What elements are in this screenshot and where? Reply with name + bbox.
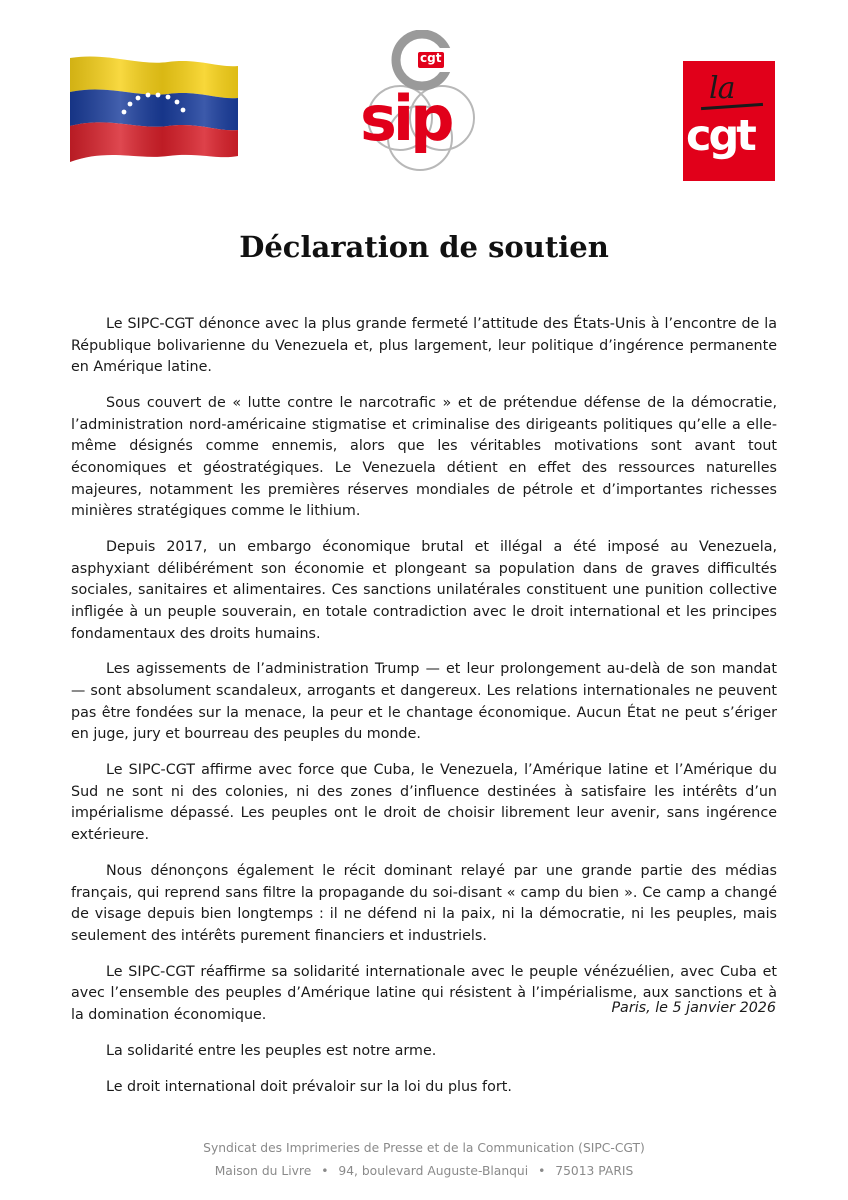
paragraph: Depuis 2017, un embargo économique brutal et illégal a été imposé au Venezuela, asphyxiant délibérément son économie et plongeant sa population dans de graves difficultés sociales, sanitaires et alimentaires. Ces sanctions unilatérales constituent une punition collective infligée à un peuple souverain, en totale contradiction avec le droit international et les principes fondamentaux des droits humains.	[71, 539, 777, 642]
cgt-logo-la-text: la	[709, 71, 735, 106]
paragraph: Le SIPC-CGT dénonce avec la plus grande fermeté l’attitude des États-Unis à l’encontre de la République bolivarienne du Venezuela et, plus largement, leur politique d’ingérence permanente en Amérique latine.	[71, 316, 777, 376]
footer-address-city: 75013 PARIS	[555, 1164, 634, 1178]
sipc-cgt-logo	[352, 30, 492, 178]
footer-separator: •	[321, 1164, 329, 1178]
footer-address-street: 94, boulevard Auguste-Blanqui	[338, 1164, 529, 1178]
cgt-logo-cgt-text: cgt	[686, 111, 754, 161]
footer-organization: Syndicat des Imprimeries de Presse et de la Communication (SIPC-CGT)	[203, 1141, 645, 1155]
paragraph: La solidarité entre les peuples est notre arme.	[106, 1042, 437, 1059]
paragraph: Le SIPC-CGT réaffirme sa solidarité internationale avec le peuple vénézuélien, avec Cuba et avec l’ensemble des peuples d’Amérique latine qui résistent à l’impérialisme, aux sanctions et à la domination économique.	[71, 963, 777, 1023]
paragraph: Le SIPC-CGT affirme avec force que Cuba, le Venezuela, l’Amérique latine et l’Amérique du Sud ne sont ni des colonies, ni des zones d’influence destinées à satisfaire les intérêts d’un impérialisme dépassé. Les peuples ont le droit de choisir librement leur avenir, sans ingérence extérieure.	[71, 762, 777, 844]
signature-date: Paris, le 5 janvier 2026	[611, 1000, 776, 1016]
page-title: Déclaration de soutien	[239, 230, 609, 264]
paragraph: Sous couvert de « lutte contre le narcotrafic » et de prétendue défense de la démocratie, l’administration nord-américaine stigmatise et criminalise des dirigeants politiques qu’elle a elle-même désignés comme ennemis, alors que les véritables motivations sont avant tout économiques et géostratégiques. Le Venezuela détient en effet des ressources naturelles majeures, notamment les premières réserves mondiales de pétrole et d’importantes richesses minières stratégiques comme le lithium.	[71, 395, 777, 520]
sip-logo-small-text: cgt	[420, 51, 442, 65]
footer-address-building: Maison du Livre	[214, 1164, 312, 1178]
footer-address	[0, 1160, 848, 1183]
declaration-body	[71, 314, 777, 1113]
venezuela-flag-icon	[68, 52, 240, 164]
paragraph: Les agissements de l’administration Trump — et leur prolongement au-delà de son mandat — sont absolument scandaleux, arrogants et dangereux. Les relations internationales ne peuvent pas être fondées sur la menace, la peur et le chantage économique. Aucun État ne peut s’ériger en juge, jury et bourreau des peuples du monde.	[71, 661, 777, 743]
footer	[0, 1137, 848, 1183]
footer-separator: •	[538, 1164, 546, 1178]
la-cgt-logo	[683, 61, 775, 181]
paragraph: Le droit international doit prévaloir sur la loi du plus fort.	[106, 1078, 512, 1095]
sip-logo-text: sip	[360, 82, 451, 155]
paragraph: Nous dénonçons également le récit dominant relayé par une grande partie des médias français, qui reprend sans filtre la propagande du soi-disant « camp du bien ». Ce camp a changé de visage depuis bien longtemps : il ne défend ni la paix, ni la démocratie, ni les peuples, mais seulement des intérêts purement financiers et industriels.	[71, 863, 777, 944]
